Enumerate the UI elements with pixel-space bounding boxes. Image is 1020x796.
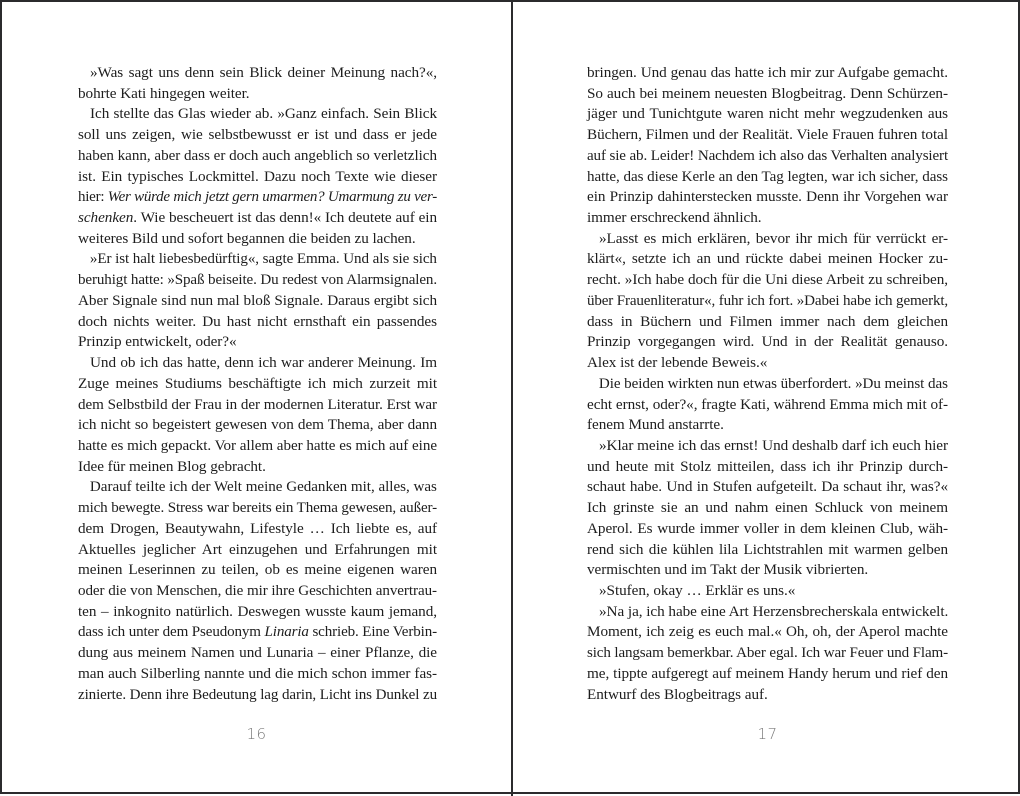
text-line	[78, 457, 437, 478]
text-run: hatte, das diese Kerle an den Tag legten, war ich sicher, dass	[587, 167, 948, 185]
text-run: dem Drogen, Beautywahn, Lifestyle … Ich liebte es, auf	[78, 519, 437, 537]
text-line	[587, 187, 948, 208]
text-run: Aber Signale sind nun mal bloß Signale. Daraus ergibt sich	[78, 291, 437, 309]
text-line	[78, 229, 437, 250]
text-run: fenem Mund anstarrte.	[587, 416, 724, 434]
text-run: So auch bei meinem neuesten Blogbeitrag. Denn Schürzen-	[587, 84, 948, 102]
text-run: recht. »Ich habe doch für die Uni diese Arbeit zu schreiben,	[587, 271, 948, 289]
text-line	[78, 395, 437, 416]
text-run: Idee für meinen Blog gebracht.	[78, 457, 266, 475]
text-run: haben kann, aber dass er doch auch angeblich so verletzlich	[78, 146, 437, 164]
text-run: Büchern, Filmen und der Realität. Viele Frauen fuhren total	[587, 126, 948, 144]
text-line	[587, 104, 948, 125]
right-page	[513, 2, 1020, 796]
text-line	[78, 63, 437, 84]
text-line	[587, 125, 948, 146]
text-line	[78, 353, 437, 374]
text-line	[587, 84, 948, 105]
text-line	[587, 374, 948, 395]
text-line	[78, 249, 437, 270]
text-run: dass in Büchern und Filmen immer nach dem gleichen	[587, 312, 948, 330]
text-line	[587, 560, 948, 581]
text-line	[587, 540, 948, 561]
text-line	[587, 395, 948, 416]
text-line	[78, 477, 437, 498]
text-line	[587, 498, 948, 519]
text-run: über Frauenliteratur«, fuhr ich fort. »Dabei habe ich gemerkt,	[587, 291, 948, 309]
text-line	[78, 374, 437, 395]
text-run: Aperol. Es wurde immer voller in dem kleinen Club, wäh-	[587, 519, 948, 537]
text-line	[587, 643, 948, 664]
text-line	[78, 332, 437, 353]
text-run: ein Prinzip dahinterstecken musste. Denn ihr Vorgehen war	[587, 188, 948, 206]
text-run: schrieb. Eine Verbin-	[308, 623, 437, 641]
text-line	[587, 415, 948, 436]
text-line	[587, 685, 948, 706]
text-line	[78, 602, 437, 623]
left-page	[2, 2, 511, 796]
text-line	[78, 643, 437, 664]
text-run: ist. Ein typisches Lockmittel. Dazu noch Texte wie dieser	[78, 167, 437, 185]
text-run: weiteres Bild und sofort begannen die beiden zu lachen.	[78, 229, 416, 247]
text-line	[78, 685, 437, 706]
text-line	[78, 125, 437, 146]
text-line	[587, 353, 948, 374]
text-line	[587, 457, 948, 478]
text-run: dem Selbstbild der Frau in der modernen Literatur. Erst war	[78, 395, 437, 413]
text-line	[78, 560, 437, 581]
text-line	[587, 270, 948, 291]
text-line	[587, 63, 948, 84]
italic-text: schenken	[78, 209, 134, 227]
text-line	[78, 581, 437, 602]
text-run: Und ob ich das hatte, denn ich war anderer Meinung. Im	[90, 354, 437, 372]
text-run: Moment, ich zeig es euch mal.« Oh, oh, der Aperol machte	[587, 623, 948, 641]
text-line	[587, 229, 948, 250]
text-run: »Was sagt uns denn sein Blick deiner Meinung nach?«,	[90, 64, 437, 81]
text-run: meinen Leserinnen zu teilen, ob es meine eigenen waren	[78, 561, 437, 579]
right-page-body-text	[587, 63, 948, 705]
text-run: ich nicht so begeistert gewesen von dem Thema, aber dann	[78, 416, 437, 434]
text-run: jäger und Tunichtgute waren nicht mehr wegzudenken aus	[587, 105, 948, 123]
text-run: immer erschreckend ähnlich.	[587, 209, 762, 227]
text-line	[78, 187, 437, 208]
text-line	[78, 622, 437, 643]
italic-text: Linaria	[264, 623, 309, 641]
text-run: schaut habe. Und in Stufen aufgeteilt. Da schaut ihr, was?«	[587, 478, 948, 496]
text-run: rend sich die kühlen lila Lichtstrahlen mit warmen gelben	[587, 540, 948, 558]
text-run: Darauf teilte ich der Welt meine Gedanken mit, alles, was	[89, 478, 437, 496]
text-run: Aktuelles jeglicher Art einzugehen und Erfahrungen mit	[78, 540, 437, 558]
text-run: hier:	[78, 188, 108, 206]
text-line	[78, 312, 437, 333]
text-run: klärt«, setzte ich an und rückte dabei meinen Hocker zu-	[587, 250, 948, 268]
text-line	[587, 436, 948, 457]
text-line	[587, 167, 948, 188]
text-run: mich bewegte. Stress war bereits ein Thema gewesen, außer-	[78, 499, 437, 517]
text-run: »Er ist halt liebesbedürftig«, sagte Emma. Und als sie sich	[89, 250, 437, 268]
text-run: auf sie ab. Leider! Nachdem ich also das Verhalten analysiert	[587, 146, 948, 164]
text-run: soll uns zeigen, wie selbstbewusst er ist und dass er jede	[78, 126, 437, 144]
text-run: und heute mit Stolz mitteilen, dass ich ihr Prinzip durch-	[587, 457, 948, 475]
text-run: Ich stellte das Glas wieder ab. »Ganz einfach. Sein Blick	[90, 105, 437, 123]
italic-text: Wer würde mich jetzt gern umarmen? Umarmung zu ver-	[107, 188, 438, 206]
left-page-body-text	[78, 63, 437, 705]
text-line	[78, 415, 437, 436]
text-line	[587, 664, 948, 685]
text-run: man auch Silberling nannte und die mich schon immer fas-	[78, 664, 437, 682]
text-run: Prinzip vorgegangen wird. Und in der Realität genauso.	[587, 333, 948, 351]
text-run: ten – inkognito natürlich. Deswegen wusste kaum jemand,	[78, 602, 437, 620]
text-line	[78, 664, 437, 685]
left-page-number: 16	[246, 725, 267, 743]
text-line	[587, 312, 948, 333]
text-line	[78, 519, 437, 540]
text-run: »Klar meine ich das ernst! Und deshalb darf ich euch hier	[599, 436, 948, 454]
text-line	[587, 622, 948, 643]
text-run: me, tippte aufgeregt auf meinem Handy herum und rief den	[587, 664, 948, 682]
text-line	[78, 540, 437, 561]
text-line	[587, 581, 948, 602]
text-run: Die beiden wirkten nun etwas überfordert. »Du meinst das	[598, 374, 948, 392]
text-line	[587, 208, 948, 229]
text-line	[78, 291, 437, 312]
text-run: Ich grinste sie an und nahm einen Schluck von meinem	[587, 499, 948, 517]
text-line	[78, 84, 437, 105]
text-line	[78, 498, 437, 519]
text-run: vermischten und im Takt der Musik vibrierten.	[587, 561, 869, 579]
text-line	[587, 291, 948, 312]
text-line	[78, 104, 437, 125]
text-run: »Lasst es mich erklären, bevor ihr mich für verrückt er-	[599, 229, 948, 247]
text-line	[78, 270, 437, 291]
text-run: Alex ist der lebende Beweis.«	[587, 354, 768, 372]
text-run: hatte es mich gepackt. Vor allem aber hatte es mich auf eine	[78, 436, 437, 454]
text-run: Zuge meines Studiums beschäftigte ich mich zurzeit mit	[78, 374, 437, 392]
text-line	[78, 436, 437, 457]
text-run: doch nichts weiter. Du hast nicht ernsthaft ein passendes	[78, 312, 437, 330]
text-run: zinierte. Denn ihre Bedeutung lag darin, Licht ins Dunkel zu	[78, 685, 437, 703]
text-line	[587, 477, 948, 498]
text-run: Entwurf des Blogbeitrags auf.	[587, 685, 768, 703]
text-run: sich langsam bemerkbar. Aber egal. Ich war Feuer und Flam-	[587, 644, 948, 662]
text-line	[587, 249, 948, 270]
text-run: dass ich unter dem Pseudonym	[78, 623, 265, 641]
text-run: echt ernst, oder?«, fragte Kati, während Emma mich mit of-	[587, 395, 948, 413]
text-run: beruhigt hatte: »Spaß beiseite. Du redest von Alarmsignalen.	[78, 271, 437, 289]
text-run: »Stufen, okay … Erklär es uns.«	[599, 581, 796, 599]
text-line	[587, 602, 948, 623]
text-line	[78, 167, 437, 188]
text-run: dung aus meinem Namen und Lunaria – einer Pflanze, die	[78, 644, 437, 662]
text-run: Prinzip entwickelt, oder?«	[78, 333, 237, 351]
text-run: bringen. Und genau das hatte ich mir zur Aufgabe gemacht.	[587, 64, 948, 81]
text-run: »Na ja, ich habe eine Art Herzensbrecherskala entwickelt.	[599, 602, 949, 620]
text-run: . Wie bescheuert ist das denn!« Ich deutete auf ein	[133, 209, 437, 227]
text-line	[78, 208, 437, 229]
text-line	[587, 519, 948, 540]
text-run: oder die von Menschen, die mir ihre Geschichten anvertrau-	[78, 581, 437, 599]
text-line	[78, 146, 437, 167]
text-line	[587, 146, 948, 167]
text-line	[587, 332, 948, 353]
text-run: bohrte Kati hingegen weiter.	[78, 84, 250, 102]
right-page-number: 17	[757, 725, 778, 743]
